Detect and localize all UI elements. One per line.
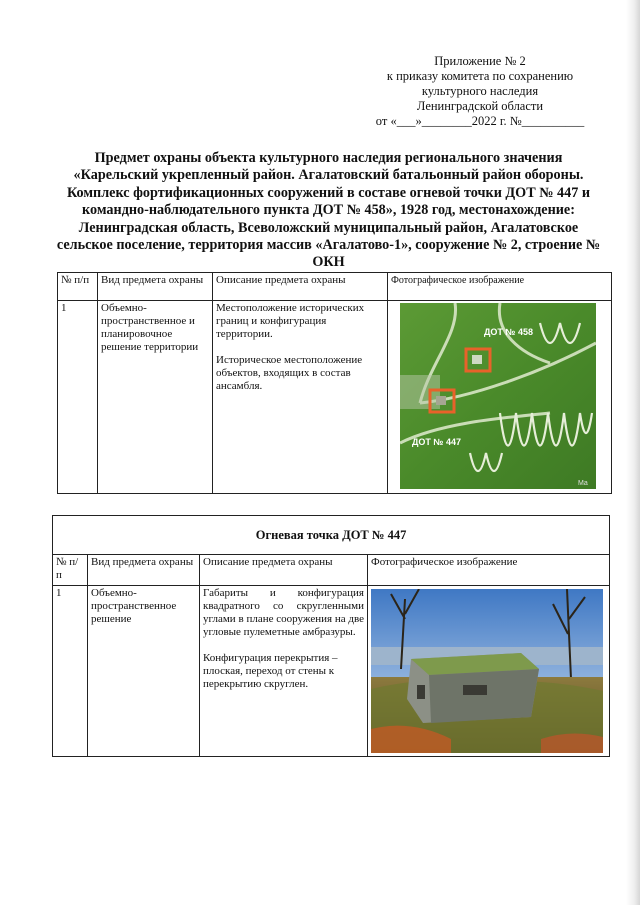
- header-photo: Фотографическое изображение: [368, 555, 610, 586]
- watermark: Ма: [578, 480, 588, 487]
- photo-cell: [368, 586, 610, 757]
- row-desc: [200, 586, 368, 757]
- row-num: 1: [58, 301, 98, 494]
- header-type: Вид предмета охраны: [88, 555, 200, 586]
- row-desc: [213, 301, 388, 494]
- row-type: Объемно-пространственное и планировочное решение территории: [98, 301, 213, 494]
- label-dot-447: ДОТ № 447: [412, 437, 461, 447]
- header-num: № п/п: [58, 273, 98, 301]
- bunker-photo: [371, 589, 603, 753]
- header-desc: Описание предмета охраны: [200, 555, 368, 586]
- protection-table-dot-447: [52, 515, 610, 757]
- document-title: Предмет охраны объекта культурного наследия регионального значения «Карельский укрепленный район. Агалатовский батальонный район обороны. Комплекс фортификационных сооружений в составе огневой точки ДОТ № 447 и командно-наблюдательного пункта ДОТ № 458», 1928 год, местонахождение: Ленинградская область, Всеволожский муниципальный район, Агалатовское сельское поселение, территория массив «Агалатово-1», сооружение № 2, строение № ОКН: [56, 150, 601, 271]
- desc-part: Конфигурация перекрытия – плоская, переход от стены к перекрытию скруглен.: [203, 652, 338, 690]
- section-title-row: [53, 516, 610, 555]
- section-title: Огневая точка ДОТ № 447: [53, 516, 610, 555]
- page-edge-shadow: [626, 0, 640, 905]
- table-row: [53, 586, 610, 757]
- table-header-row: [58, 273, 612, 301]
- label-dot-458: ДОТ № 458: [484, 327, 533, 337]
- header-type: Вид предмета охраны: [98, 273, 213, 301]
- appendix-line: Приложение № 2: [434, 54, 526, 68]
- appendix-line: культурного наследия: [421, 84, 539, 98]
- header-desc: Описание предмета охраны: [213, 273, 388, 301]
- appendix-line: от «___»________2022 г. №__________: [375, 114, 585, 128]
- table-row: [58, 301, 612, 494]
- appendix-line: Ленинградской области: [416, 99, 544, 113]
- header-photo: Фотографическое изображение: [388, 273, 612, 301]
- protection-table-territory: [57, 272, 612, 494]
- aerial-map-photo: [400, 303, 596, 489]
- photo-cell: [388, 301, 612, 494]
- table-header-row: [53, 555, 610, 586]
- appendix-line: к приказу комитета по сохранению: [386, 69, 574, 83]
- row-num: 1: [53, 586, 88, 757]
- header-num: № п/п: [53, 555, 88, 586]
- desc-part: Габариты и конфигурация квадратного со скругленными углами в плане сооружения на две угловые пулеметные амбразуры.: [203, 587, 364, 638]
- desc-part: Историческое местоположение объектов, входящих в состав ансамбля.: [216, 354, 363, 392]
- row-type: Объемно-пространственное решение: [88, 586, 200, 757]
- desc-part: Местоположение исторических границ и конфигурация территории.: [216, 302, 365, 340]
- appendix-header: [330, 54, 630, 129]
